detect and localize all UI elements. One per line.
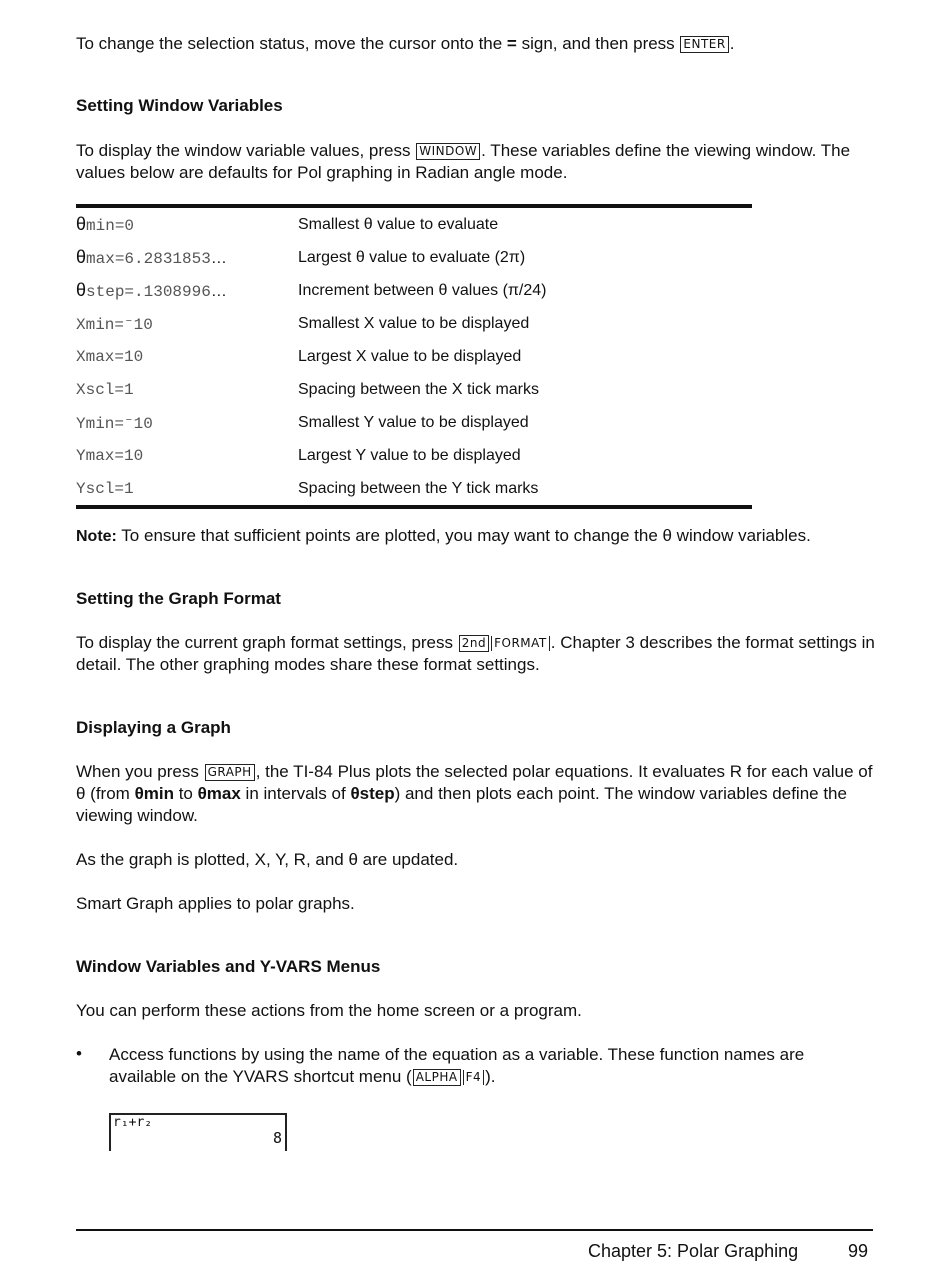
table-row bbox=[76, 472, 752, 507]
variable-cell bbox=[76, 439, 298, 472]
variable-description: Spacing between the Y tick marks bbox=[298, 479, 539, 497]
variable-description: Spacing between the X tick marks bbox=[298, 380, 540, 398]
variable-cell bbox=[76, 340, 298, 373]
screen-result: 8 bbox=[272, 1129, 282, 1147]
variable-value: Yscl=1 bbox=[76, 479, 134, 498]
intro-text: To change the selection status, move the cursor onto the bbox=[76, 34, 507, 53]
footer-chapter: Chapter 5: Polar Graphing bbox=[588, 1241, 799, 1261]
variable-value: max=6.2831853 bbox=[86, 250, 211, 268]
variable-cell bbox=[76, 406, 298, 439]
footer-page-number: 99 bbox=[848, 1241, 869, 1261]
variable-description: Smallest θ value to evaluate bbox=[298, 215, 499, 233]
format-text-1: To display the current graph format settings, press bbox=[76, 633, 458, 652]
table-row bbox=[76, 439, 752, 472]
equals-sign: = bbox=[506, 34, 517, 53]
alpha-key: ALPHA bbox=[413, 1069, 461, 1086]
format-heading: Setting the Graph Format bbox=[76, 589, 281, 608]
variable-description: Increment between θ values (π/24) bbox=[298, 281, 547, 299]
bullet-text-a: Access functions by using the name of the equation as a variable. These function names are available on the YVARS shortcut menu ( bbox=[109, 1045, 805, 1086]
bullet-text-b: ). bbox=[485, 1067, 496, 1086]
table-row bbox=[76, 241, 752, 274]
variable-value: Ymin=⁻10 bbox=[76, 414, 153, 433]
variable-cell bbox=[76, 373, 298, 406]
format-key: FORMAT bbox=[491, 636, 550, 651]
intro-paragraph bbox=[76, 33, 876, 55]
yvars-bullet-item bbox=[76, 1044, 876, 1088]
yvars-heading: Window Variables and Y-VARS Menus bbox=[76, 957, 381, 976]
table-row bbox=[76, 274, 752, 307]
ellipsis: … bbox=[210, 283, 227, 300]
variable-description: Smallest X value to be displayed bbox=[298, 314, 530, 332]
theta-symbol: θ bbox=[76, 247, 87, 267]
table-row bbox=[76, 406, 752, 439]
window-key: WINDOW bbox=[416, 143, 480, 160]
graph-text-a: When you press bbox=[76, 762, 204, 781]
variable-cell bbox=[76, 206, 298, 241]
window-heading: Setting Window Variables bbox=[76, 96, 283, 115]
variable-cell bbox=[76, 307, 298, 340]
table-row bbox=[76, 206, 752, 241]
intro-text-2: sign, and then press bbox=[516, 34, 680, 53]
variable-value: Xmax=10 bbox=[76, 347, 144, 366]
variable-description: Largest X value to be displayed bbox=[298, 347, 522, 365]
variable-cell bbox=[76, 274, 298, 307]
variable-description: Largest θ value to evaluate (2π) bbox=[298, 248, 526, 266]
table-row bbox=[76, 340, 752, 373]
enter-key: ENTER bbox=[680, 36, 728, 53]
bullet-text bbox=[109, 1044, 876, 1088]
footer-divider bbox=[76, 1229, 873, 1231]
variable-description: Smallest Y value to be displayed bbox=[298, 413, 529, 431]
intro-end: . bbox=[729, 34, 735, 53]
graph-paragraph-2: As the graph is plotted, X, Y, R, and θ are updated. bbox=[76, 850, 459, 869]
theta-symbol: θ bbox=[76, 280, 87, 300]
variable-value: step=.1308996 bbox=[86, 283, 211, 301]
window-text-1: To display the window variable values, press bbox=[76, 141, 416, 160]
window-variables-table bbox=[76, 204, 752, 509]
table-row bbox=[76, 373, 752, 406]
variable-value: min=0 bbox=[86, 217, 135, 235]
screen-expression: r₁+r₂ bbox=[113, 1115, 153, 1130]
variable-cell bbox=[76, 241, 298, 274]
graph-key: GRAPH bbox=[205, 764, 255, 781]
calculator-screen bbox=[109, 1113, 287, 1151]
graph-text-c: to bbox=[173, 784, 198, 803]
note-label: Note: bbox=[76, 528, 117, 545]
window-paragraph bbox=[76, 140, 876, 184]
graph-text-b: , the TI-84 Plus plots the selected polar equations. It evaluates R for each value of θ (from bbox=[76, 762, 873, 803]
graph-text-e: ) and then plots each point. The window variables define the viewing window. bbox=[76, 784, 847, 825]
table-row bbox=[76, 307, 752, 340]
f4-key: F4 bbox=[463, 1070, 485, 1085]
yvars-paragraph: You can perform these actions from the home screen or a program. bbox=[76, 1001, 582, 1020]
graph-paragraph-1 bbox=[76, 761, 876, 827]
theta-min-term: θmin bbox=[134, 784, 174, 803]
variable-description: Largest Y value to be displayed bbox=[298, 446, 521, 464]
bullet-dot: • bbox=[76, 1044, 82, 1063]
window-text-2: . These variables define the viewing window. The values below are defaults for Pol graphing in Radian angle mode. bbox=[76, 141, 851, 182]
graph-heading: Displaying a Graph bbox=[76, 718, 231, 737]
2nd-key: 2nd bbox=[459, 635, 489, 652]
variable-value: Xscl=1 bbox=[76, 380, 134, 399]
variable-cell bbox=[76, 472, 298, 507]
graph-paragraph-3: Smart Graph applies to polar graphs. bbox=[76, 894, 355, 913]
note-text: To ensure that sufficient points are plotted, you may want to change the θ window variables. bbox=[116, 526, 811, 545]
graph-text-d: in intervals of bbox=[240, 784, 351, 803]
format-paragraph bbox=[76, 632, 876, 676]
theta-symbol: θ bbox=[76, 214, 87, 234]
theta-max-term: θmax bbox=[197, 784, 241, 803]
ellipsis: … bbox=[210, 250, 227, 267]
note-paragraph bbox=[76, 525, 876, 548]
variable-value: Xmin=⁻10 bbox=[76, 315, 153, 334]
format-text-2: . Chapter 3 describes the format settings in detail. The other graphing modes share these format settings. bbox=[76, 633, 875, 674]
theta-step-term: θstep bbox=[350, 784, 395, 803]
variable-value: Ymax=10 bbox=[76, 446, 144, 465]
